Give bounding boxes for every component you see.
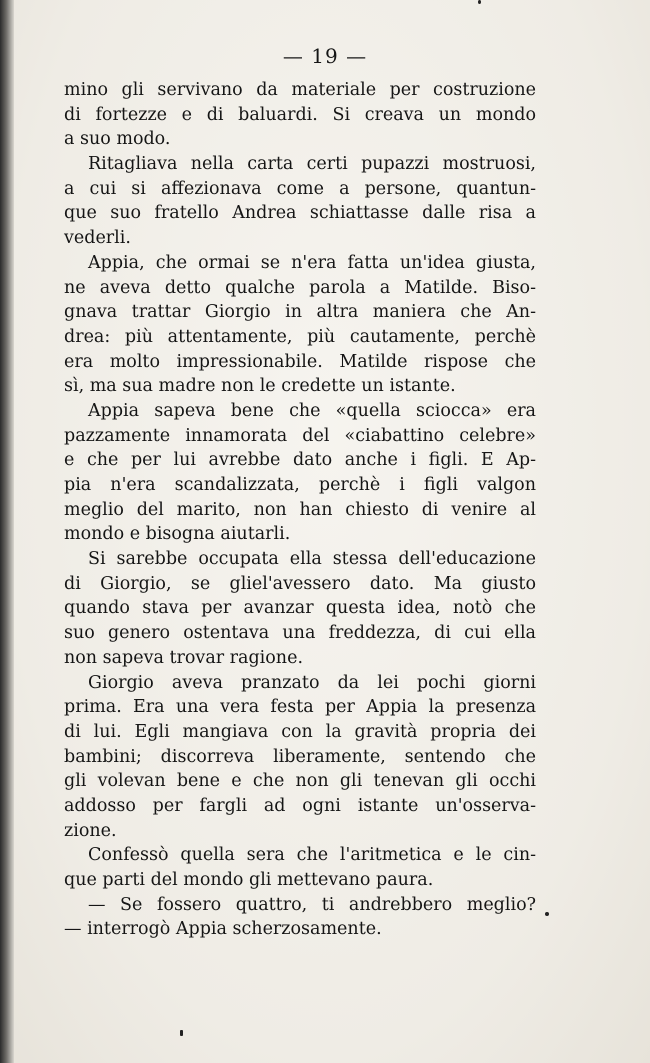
text-line: prima. Era una vera festa per Appia la presenza — [64, 697, 536, 718]
print-speck — [545, 912, 549, 916]
text-line: di lui. Egli mangiava con la gravità propria dei — [64, 721, 536, 742]
text-line: — interrogò Appia scherzosamente. — [64, 919, 382, 940]
text-line: quando stava per avanzar questa idea, notò che — [64, 598, 536, 619]
text-line: e che per lui avrebbe dato anche i figli. E Ap- — [64, 450, 536, 471]
text-line: zione. — [64, 820, 117, 841]
text-line: sì, ma sua madre non le credette un istante. — [64, 376, 456, 397]
print-speck — [478, 0, 481, 4]
text-line: Appia, che ormai se n'era fatta un'idea giusta, — [88, 252, 536, 273]
text-line: suo genero ostentava una freddezza, di cui ella — [64, 623, 536, 644]
text-line: Appia sapeva bene che «quella sciocca» era — [88, 400, 536, 421]
body-text — [64, 78, 536, 942]
text-line: gnava trattar Giorgio in altra maniera che An- — [64, 302, 536, 323]
text-line: que parti del mondo gli mettevano paura. — [64, 870, 434, 890]
text-line: drea: più attentamente, più cautamente, perchè — [64, 326, 536, 347]
text-line: meglio del marito, non han chiesto di venire al — [64, 499, 536, 520]
text-line: bambini; discorreva liberamente, sentendo che — [64, 746, 536, 767]
text-line: di fortezze e di baluardi. Si creava un mondo — [64, 104, 536, 125]
text-line: mino gli servivano da materiale per costruzione — [64, 80, 536, 100]
text-line: Confessò quella sera che l'aritmetica e le cin- — [88, 845, 536, 866]
page-binding-edge — [0, 0, 14, 1063]
text-line: di Giorgio, se gliel'avessero dato. Ma giusto — [64, 573, 536, 594]
text-line: non sapeva trovar ragione. — [64, 647, 304, 668]
text-line: pazzamente innamorata del «ciabattino celebre» — [64, 425, 536, 446]
text-line: gli volevan bene e che non gli tenevan gli occhi — [64, 771, 536, 792]
text-line: — Se fossero quattro, ti andrebbero meglio? — [88, 894, 536, 915]
text-line: que suo fratello Andrea schiattasse dalle risa a — [64, 203, 536, 224]
text-line: Ritagliava nella carta certi pupazzi mostruosi, — [88, 154, 536, 175]
text-line: a suo modo. — [64, 129, 171, 150]
page-number: — 19 — — [282, 44, 368, 68]
text-line: addosso per fargli ad ogni istante un'osserva- — [64, 795, 536, 816]
text-line: mondo e bisogna aiutarli. — [64, 524, 291, 545]
text-line: pia n'era scandalizzata, perchè i figli valgon — [64, 475, 536, 495]
text-line: ne aveva detto qualche parola a Matilde. Biso- — [64, 277, 536, 298]
text-line: a cui si affezionava come a persone, quantun- — [64, 178, 536, 199]
text-line: vederli. — [64, 228, 131, 249]
print-speck — [180, 1030, 183, 1036]
text-line: Si sarebbe occupata ella stessa dell'educazione — [88, 549, 536, 570]
text-line: Giorgio aveva pranzato da lei pochi giorni — [88, 672, 536, 693]
text-line: era molto impressionabile. Matilde rispose che — [64, 351, 536, 372]
